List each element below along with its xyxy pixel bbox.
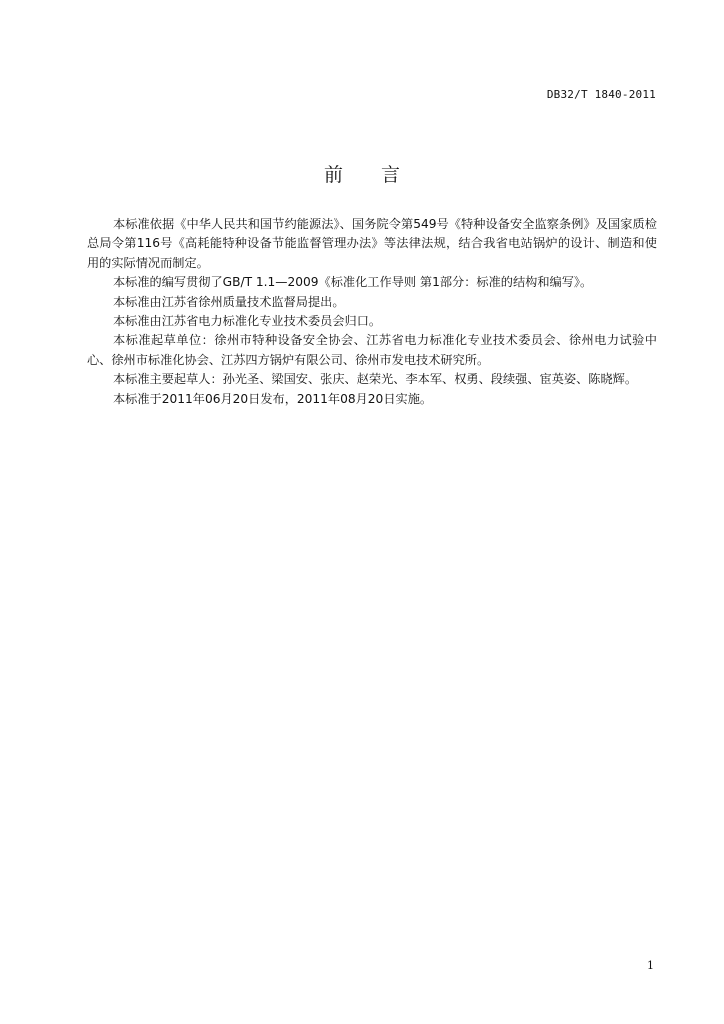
paragraph-drafters: 本标准主要起草人：孙光圣、梁国安、张庆、赵荣光、李本军、权勇、段续强、宦英姿、陈晓辉。 bbox=[113, 372, 638, 387]
page-title: 前言 bbox=[323, 164, 438, 186]
foreword-body bbox=[87, 215, 657, 409]
paragraph-basis: 本标准依据《中华人民共和国节约能源法》、国务院令第549号《特种设备安全监察条例》及国家质检总局令第116号《高耗能特种设备节能监督管理办法》等法律法规，结合我省电站锅炉的设计、制造和使用的实际情况而制定。 bbox=[87, 217, 657, 270]
paragraph-drafting-rules: 本标准的编写贯彻了GB/T 1.1—2009《标准化工作导则 第1部分：标准的结构和编写》。 bbox=[113, 275, 593, 290]
paragraph-dates: 本标准于2011年06月20日发布，2011年08月20日实施。 bbox=[113, 391, 433, 406]
page-number: 1 bbox=[647, 959, 654, 972]
paragraph-centralized-by: 本标准由江苏省电力标准化专业技术委员会归口。 bbox=[113, 314, 382, 329]
paragraph-drafting-units: 本标准起草单位：徐州市特种设备安全协会、江苏省电力标准化专业技术委员会、徐州电力试验中心、徐州市标准化协会、江苏四方锅炉有限公司、徐州市发电技术研究所。 bbox=[87, 333, 657, 367]
paragraph-proposer: 本标准由江苏省徐州质量技术监督局提出。 bbox=[113, 294, 345, 309]
standard-number: DB32/T 1840-2011 bbox=[546, 88, 656, 101]
